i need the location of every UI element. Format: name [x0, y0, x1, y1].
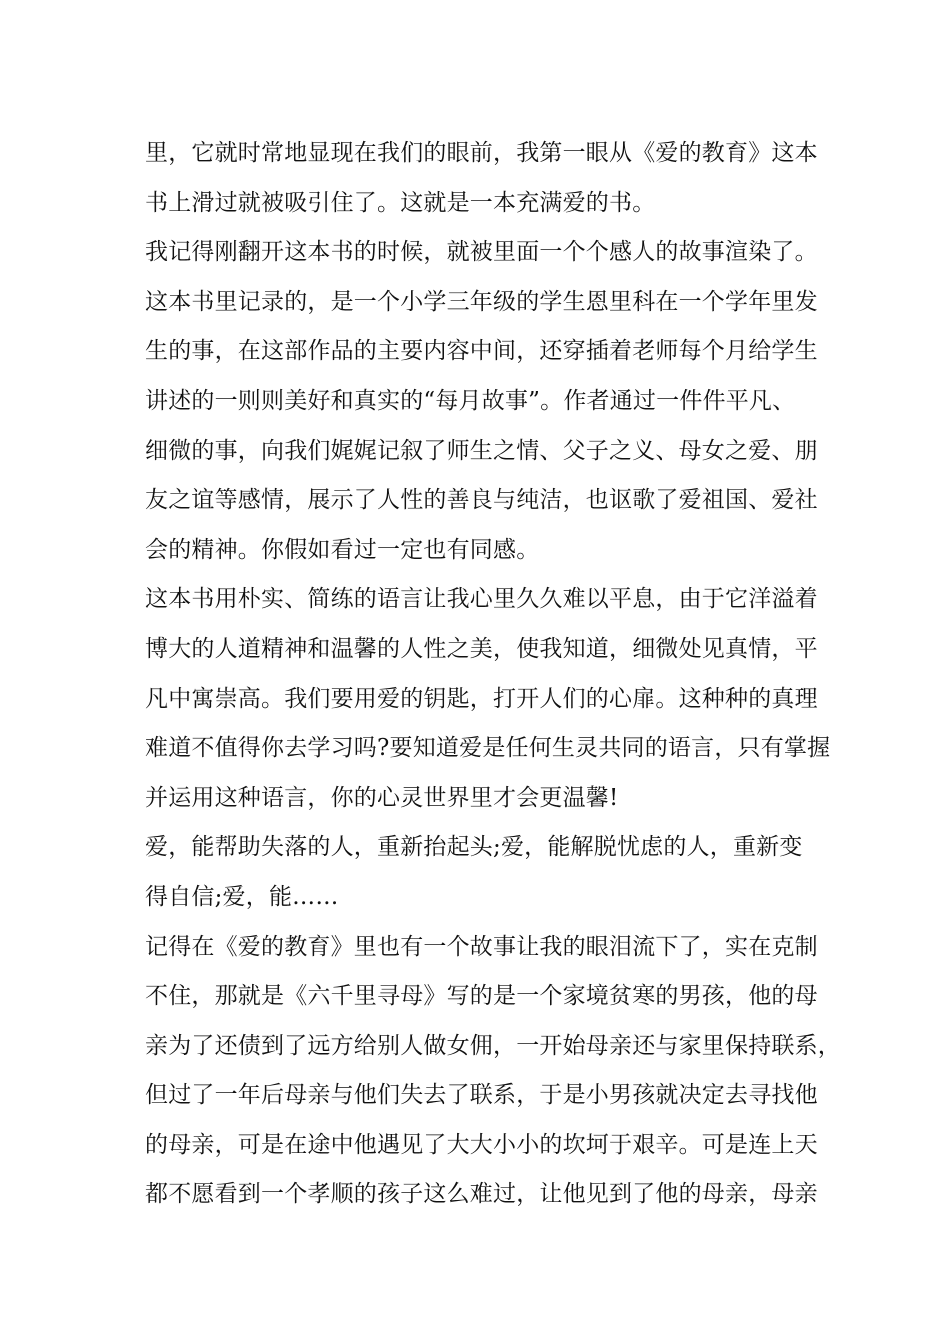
- text-line: 都不愿看到一个孝顺的孩子这么难过，让他见到了他的母亲，母亲: [145, 1181, 818, 1208]
- text-line: 生的事，在这部作品的主要内容中间，还穿插着老师每个月给学生: [145, 338, 818, 365]
- text-line: 难道不值得你去学习吗?要知道爱是任何生灵共同的语言，只有掌握: [145, 735, 831, 762]
- text-line: 博大的人道精神和温馨的人性之美，使我知道，细微处见真情，平: [145, 635, 818, 662]
- text-line: 里，它就时常地显现在我们的眼前，我第一眼从《爱的教育》这本: [145, 140, 818, 166]
- text-line: 爱，能帮助失落的人，重新抬起头;爱，能解脱忧虑的人，重新变: [145, 834, 803, 861]
- text-line: 细微的事，向我们娓娓记叙了师生之情、父子之义、母女之爱、朋: [145, 437, 818, 464]
- text-line: 记得在《爱的教育》里也有一个故事让我的眼泪流下了，实在克制: [145, 933, 818, 960]
- text-line: 友之谊等感情，展示了人性的善良与纯洁，也讴歌了爱祖国、爱社: [145, 487, 818, 514]
- text-line: 但过了一年后母亲与他们失去了联系，于是小男孩就决定去寻找他: [145, 1082, 818, 1109]
- document-text-body: [145, 129, 841, 1220]
- text-line: 不住，那就是《六千里寻母》写的是一个家境贫寒的男孩，他的母: [145, 983, 818, 1010]
- text-line: 书上滑过就被吸引住了。这就是一本充满爱的书。: [145, 189, 656, 216]
- text-line: 并运用这种语言，你的心灵世界里才会更温馨!: [145, 784, 619, 811]
- text-line: 凡中寓崇高。我们要用爱的钥匙，打开人们的心扉。这种种的真理: [145, 685, 818, 712]
- text-line: 亲为了还债到了远方给别人做女佣，一开始母亲还与家里保持联系，: [145, 1032, 841, 1059]
- text-line: 得自信;爱，能……: [145, 883, 339, 910]
- text-line: 的母亲，可是在途中他遇见了大大小小的坎坷于艰辛。可是连上天: [145, 1131, 818, 1158]
- text-line: 会的精神。你假如看过一定也有同感。: [145, 536, 540, 563]
- text-line: 这本书里记录的，是一个小学三年级的学生恩里科在一个学年里发: [145, 288, 818, 315]
- text-line: 我记得刚翻开这本书的时候，就被里面一个个感人的故事渲染了。: [145, 239, 818, 266]
- text-line: 讲述的一则则美好和真实的“每月故事”。作者通过一件件平凡、: [145, 387, 796, 414]
- text-line: 这本书用朴实、简练的语言让我心里久久难以平息，由于它洋溢着: [145, 586, 818, 613]
